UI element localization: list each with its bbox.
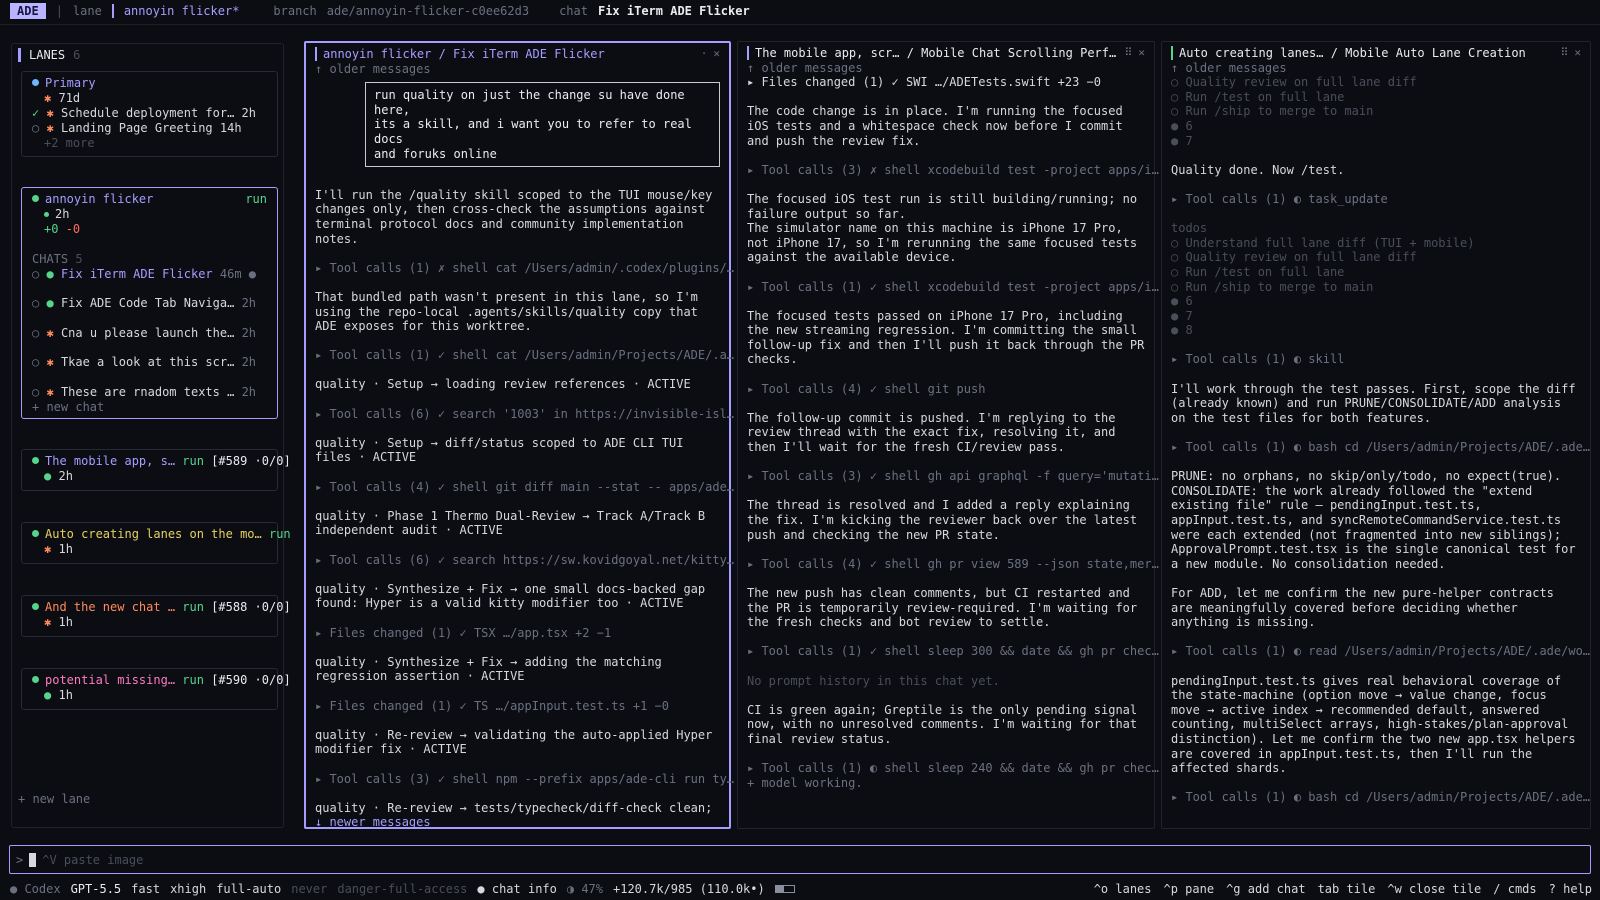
tool-calls-row[interactable]: ▸ Tool calls (6) ✓ search https://sw.kovidgoyal.net/kitty… [315,552,735,567]
tool-calls-row[interactable]: ▸ Tool calls (6) ✓ search '1003' in https://invisible-isl… [315,406,735,421]
tool-calls-row[interactable]: ▸ Tool calls (1) ◐ bash cd /Users/admin/Projects/ADE/.ade… [1171,440,1591,455]
assistant-text: I'll run the /quality skill scoped to the TUI mouse/key changes only, then cross-check the assumptions against terminal protocol docs and community implementation notes. [315,187,720,246]
pane-title-bar [315,47,720,62]
shortcut-add-chat[interactable]: ^g add chat [1226,882,1306,896]
quality-status: quality · Synthesize + Fix → one small docs-backed gap found: Hyper is a valid kitty modifier too · ACTIVE [315,581,713,611]
context-meter [775,885,795,893]
todo-item: ○ Run /ship to merge to main [1171,104,1374,119]
quality-status: quality · Re-review → tests/typecheck/diff-check clean; [315,800,713,815]
chat-pane-1[interactable] [304,41,735,830]
tool-calls-row[interactable]: ▸ Tool calls (4) ✓ shell gh pr view 589 --json state,mer… [747,556,1159,571]
branch-label: branch [273,4,317,18]
lane-chat-item[interactable]: Landing Page Greeting 14h [60,121,242,135]
lane-card[interactable]: potential missing… run [#590 ·0/0] ● 1h [21,668,278,710]
prompt-history-note: No prompt history in this chat yet. [747,673,1000,688]
new-lane-button[interactable]: + new lane [18,792,91,806]
lane-name: annoyin flicker [45,192,154,206]
pane-title-bar [1171,46,1581,61]
pane-title-bar [747,46,1145,61]
chat-item[interactable]: ○ ● Fix iTerm ADE Flicker 46m ● [32,266,257,281]
status-dot-icon [32,195,39,202]
shortcut-tile[interactable]: tab tile [1317,882,1376,896]
status-dot-icon [32,530,39,537]
assistant-text: The focused iOS test run is still building/running; no failure output so far. The simulator name on this machine is iPhone 17 Pro, not iPhone 17, so I'm rerunning the same focused tests against the available device. [747,191,1138,265]
divider: | [55,4,63,18]
drag-handle-icon[interactable]: ⠿ [1124,46,1133,59]
assistant-text: Quality done. Now /test. [1171,162,1345,177]
todo-item: ○ Quality review on full lane diff [1171,250,1417,265]
lane-name[interactable]: annoyin flicker* [123,4,240,18]
older-messages-link[interactable]: ↑ older messages [1171,60,1287,75]
tool-calls-row[interactable]: ▸ Tool calls (3) ✓ shell npm --prefix apps/ade-cli run ty… [315,771,735,786]
app-logo: ADE [10,3,46,19]
text-cursor [29,853,36,867]
assistant-text: The code change is in place. I'm running the focused iOS tests and a whitespace check now before I commit and push the review fix. [747,104,1130,148]
files-changed-row[interactable]: ▸ Files changed (1) ✓ TSX …/app.tsx +2 −1 [315,625,612,640]
tool-calls-row[interactable]: ▸ Tool calls (1) ◐ skill [1171,352,1345,367]
chat-item[interactable]: ○ ✱ Tkae a look at this scr… 2h [32,355,257,370]
chat-name: Fix iTerm ADE Flicker [597,4,750,18]
todo-item: ○ Run /test on full lane [1171,264,1345,279]
quality-status: quality · Setup → loading review references · ACTIVE [315,377,691,392]
shortcut-list [1094,882,1592,896]
chat-item[interactable]: ○ ✱ These are rnadom texts … 2h [32,384,257,399]
lane-label: lane [72,4,102,18]
run-badge: run [245,192,267,206]
tool-calls-row[interactable]: ▸ Tool calls (3) ✓ shell gh api graphql -f query='mutati… [747,469,1159,484]
todo-item: ○ Run /ship to merge to main [1171,279,1374,294]
shortcut-cmds[interactable]: / cmds [1493,882,1537,896]
lane-card-active[interactable]: annoyin flicker run 2h +0 -0 CHATS 5 ○ ● Fix iTerm ADE Flicker 46m ● ○ ● Fix ADE Code Tab Naviga… 2h ○ ✱ Cna u please launch the… 2h ○ ✱ Tkae a look at this scr… 2h ○ ✱ These are rnadom texts … 2h + new chat [21,187,278,419]
more-link[interactable]: +2 more [44,136,95,150]
tool-calls-row[interactable]: ▸ Tool calls (1) ◐ task_update [1171,191,1388,206]
chat-item[interactable]: ○ ● Fix ADE Code Tab Naviga… 2h [32,296,257,311]
assistant-text: CI is green again; Greptile is the only pending signal now, with no unresolved comments. I'm waiting for that final review status. [747,702,1145,746]
user-message: run quality on just the change su have done here, its a skill, and i want you to refer to real docs and foruks online [365,82,720,167]
approval-setting[interactable]: never [291,882,328,896]
working-indicator: + model working. [747,775,863,790]
shortcut-pane[interactable]: ^p pane [1163,882,1215,896]
lanes-title: LANES [29,48,66,62]
tool-calls-row[interactable]: ▸ Tool calls (4) ✓ shell git diff main --stat -- apps/ade… [315,479,735,494]
input-placeholder[interactable]: ^V paste image [42,852,144,867]
new-chat-button[interactable]: + new chat [32,399,105,414]
assistant-text: The focused tests passed on iPhone 17 Pro, including the new streaming regression. I'm committing the small follow-up fix and then I'll push it back through the PR checks. [747,308,1152,367]
todo-item: ● 6 [1171,294,1193,309]
pane-title: annoyin flicker / Fix iTerm ADE Flicker [323,47,605,61]
shortcut-help[interactable]: ? help [1548,882,1592,896]
chat-input-bar[interactable] [9,845,1591,874]
shortcut-close-tile[interactable]: ^w close tile [1387,882,1482,896]
todo-item: ● 7 [1171,308,1193,323]
older-messages-link[interactable]: ↑ older messages [315,61,431,76]
status-dot-icon [32,603,39,610]
agent-indicator[interactable]: ● Codex [10,882,61,896]
pane-menu-icon[interactable]: · [700,47,708,60]
speed-setting[interactable]: fast [131,882,161,896]
close-icon[interactable]: ✕ [1138,46,1145,59]
lane-card[interactable]: The mobile app, s… run [#589 ·0/0] ● 2h [21,449,278,491]
todo-item: ○ Quality review on full lane diff [1171,75,1417,90]
drag-handle-icon[interactable]: ⠿ [1560,46,1569,59]
todos-label: todos [1171,221,1208,236]
assistant-text: That bundled path wasn't present in this lane, so I'm using the repo-local .agents/skills/quality copy that ADE exposes for this worktree. [315,289,706,334]
todo-item: ● 8 [1171,323,1193,338]
chat-label: chat [559,4,588,18]
diff-del: -0 [65,222,81,236]
tool-calls-row[interactable]: ▸ Tool calls (1) ◐ shell sleep 240 && date && gh pr chec… [747,761,1159,776]
close-icon[interactable]: ✕ [1574,46,1581,59]
prompt-icon: > [16,852,24,867]
lanes-sidebar [11,43,291,828]
token-count: +120.7k/985 (110.0k•) [613,882,765,896]
close-icon[interactable]: ✕ [713,47,720,60]
assistant-text: The follow-up commit is pushed. I'm replying to the review thread with the exact fix, resolving it, and then I'll wait for the fresh CI/review pass. [747,410,1123,455]
newer-messages-link[interactable]: ↓ newer messages [315,815,431,830]
lane-card-primary[interactable]: Primary ✱ 71d ✓ ✱ Schedule deployment for… 2h ○ ✱ Landing Page Greeting 14h +2 more [21,71,278,157]
todo-item: ● 7 [1171,133,1193,148]
tool-calls-row[interactable]: ▸ Tool calls (3) ✗ shell xcodebuild test -project apps/i… [747,162,1159,177]
branch-name: ade/annoyin-flicker-c0ee62d3 [326,4,530,18]
todo-item: ● 6 [1171,118,1193,133]
tool-calls-row[interactable]: ▸ Tool calls (1) ✓ shell cat /Users/admin/Projects/ADE/.a… [315,348,735,363]
chat-item[interactable]: ○ ✱ Cna u please launch the… 2h [32,325,257,340]
todo-item: ○ Run /test on full lane [1171,89,1345,104]
assistant-text: pendingInput.test.ts gives real behavioral coverage of the state-machine (option move → value change, focus move → active index → recommended default, answered counting, multiSelect arrays, high-stakes/plan-approval distinction). Let me confirm the two new app.tsx helpers are covered in appInput.test.ts, then I'll run the affected shards. [1171,673,1583,776]
chat-pane-3[interactable] [1161,41,1591,829]
assistant-text: I'll work through the test passes. First, scope the diff (already known) and run PRUNE/CONSOLIDATE/ADD analysis on the test files for both features. [1171,381,1583,425]
lanes-header [18,48,80,62]
tool-calls-row[interactable]: ▸ Tool calls (1) ✓ shell xcodebuild test -project apps/i… [747,279,1159,294]
tool-calls-row[interactable]: ▸ Tool calls (1) ✓ shell sleep 300 && date && gh pr chec… [747,644,1159,659]
lane-chat-item[interactable]: Schedule deployment for… 2h [60,106,257,120]
effort-setting[interactable]: xhigh [170,882,207,896]
lanes-count: 6 [73,48,81,62]
lane-card[interactable]: Auto creating lanes on the mo… run ✱ 1h [21,522,278,564]
tool-calls-row[interactable]: ▸ Tool calls (4) ✓ shell git push [747,381,986,396]
tool-calls-row[interactable]: ▸ Tool calls (1) ✗ shell cat /Users/admin/.codex/plugins/… [315,260,735,275]
older-messages-link[interactable]: ↑ older messages [747,60,863,75]
divider [0,24,1600,25]
lane-card[interactable]: And the new chat … run [#588 ·0/0] ✱ 1h [21,595,278,637]
top-bar [0,0,1600,22]
quality-status: quality · Synthesize + Fix → adding the matching regression assertion · ACTIVE [315,654,670,684]
files-changed-row[interactable]: ▸ Files changed (1) ✓ TS …/appInput.test.ts +1 −0 [315,698,670,713]
assistant-text: For ADD, let me confirm the new pure-helper contracts are meaningfully covered before deciding whether anything is missing. [1171,585,1562,630]
pane-title: The mobile app, scr… / Mobile Chat Scrolling Perf… [755,46,1117,60]
status-dot-icon [32,79,39,86]
quality-status: quality · Phase 1 Thermo Dual-Review → Track A/Track B independent audit · ACTIVE [315,508,713,538]
lane-name: Primary [45,76,96,90]
assistant-text: The new push has clean comments, but CI restarted and the PR is temporarily review-required. I'm waiting for the fresh checks and bot review to settle. [747,585,1145,630]
quality-status: quality · Setup → diff/status scoped to ADE CLI TUI files · ACTIVE [315,435,691,465]
sandbox-setting[interactable]: danger-full-access [337,882,468,896]
tool-calls-row[interactable]: ▸ Tool calls (1) ◐ read /Users/admin/Projects/ADE/.ade/wo… [1171,644,1591,659]
status-bar [10,880,1592,898]
todo-item: ○ Understand full lane diff (TUI + mobile) [1171,235,1475,250]
status-dot-icon [32,676,39,683]
context-percent: ◑ 47% [566,882,603,896]
shortcut-lanes[interactable]: ^o lanes [1093,882,1152,896]
assistant-text: The thread is resolved and I added a reply explaining the fix. I'm kicking the reviewer back over the latest push and checking the new PR state. [747,498,1145,542]
divider [112,4,114,18]
model-name[interactable]: GPT-5.5 [70,882,122,896]
mode-setting[interactable]: full-auto [216,882,282,896]
quality-status: quality · Re-review → validating the auto-applied Hyper modifier fix · ACTIVE [315,727,720,757]
diff-add: +0 [44,222,59,236]
files-changed-row[interactable]: ▸ Files changed (1) ✓ SWI …/ADETests.swift +23 −0 [747,75,1102,90]
chats-label: CHATS [32,251,69,266]
tool-calls-row[interactable]: ▸ Tool calls (1) ◐ bash cd /Users/admin/Projects/ADE/.ade… [1171,790,1591,805]
chat-info-button[interactable]: ● chat info [477,882,557,896]
pane-title: Auto creating lanes… / Mobile Auto Lane Creation [1179,46,1526,60]
chat-pane-2[interactable] [737,41,1159,829]
assistant-text: PRUNE: no orphans, no skip/only/todo, no expect(true). CONSOLIDATE: the work already followed the "extend existing file" rule — pendingInput.test.ts, appInput.test.ts, and syncRemoteCommandService.test.ts were each extended (not fragmented into new siblings); ApprovalPrompt.test.tsx is the single canonical test for a new module. No consolidation needed. [1171,469,1576,571]
status-dot-icon [32,457,39,464]
